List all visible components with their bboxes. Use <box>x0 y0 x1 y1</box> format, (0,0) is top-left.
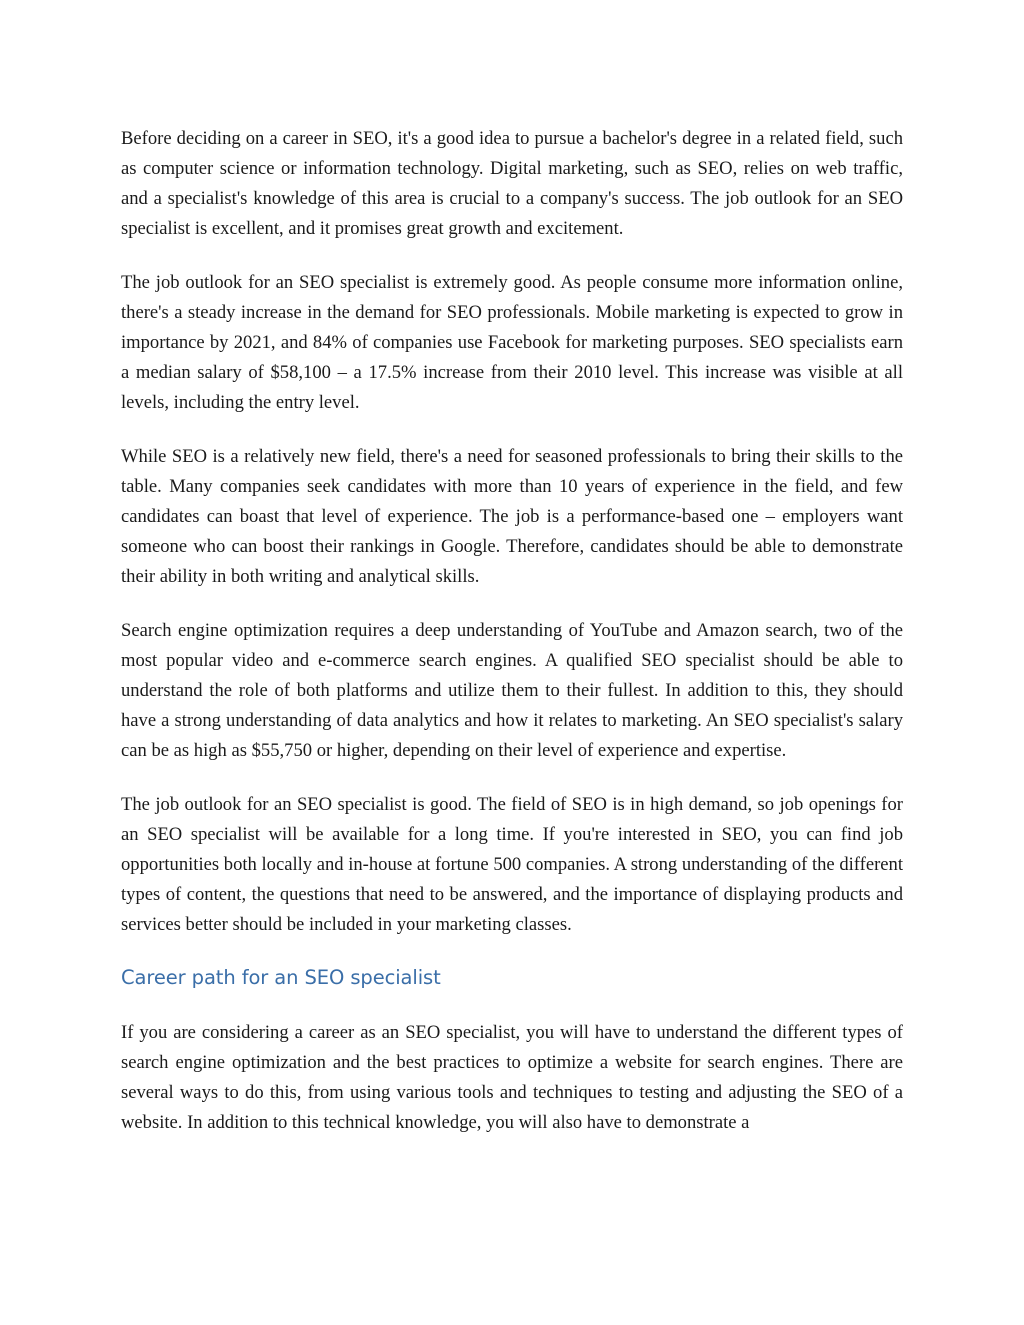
paragraph-demand: The job outlook for an SEO specialist is good. The field of SEO is in high demand, so job openings for an SEO specialist will be available for a long time. If you're interested in SEO, you can find job opportunities both locally and in-house at fortune 500 companies. A strong understanding of the different types of content, the questions that need to be answered, and the importance of displaying products and services better should be included in your marketing classes. <box>121 794 903 935</box>
paragraph-job-outlook: The job outlook for an SEO specialist is extremely good. As people consume more information online, there's a steady increase in the demand for SEO professionals. Mobile marketing is expected to grow in importance by 2021, and 84% of companies use Facebook for marketing purposes. SEO specialists earn a median salary of $58,100 – a 17.5% increase from their 2010 level. This increase was visible at all levels, including the entry level. <box>121 272 903 413</box>
paragraph-search-engines: Search engine optimization requires a deep understanding of YouTube and Amazon search, two of the most popular video and e-commerce search engines. A qualified SEO specialist should be able to understand the role of both platforms and utilize them to their fullest. In addition to this, they should have a strong understanding of data analytics and how it relates to marketing. An SEO specialist's salary can be as high as $55,750 or higher, depending on their level of experience and expertise. <box>121 620 903 761</box>
paragraph-experience: While SEO is a relatively new field, there's a need for seasoned professionals to bring their skills to the table. Many companies seek candidates with more than 10 years of experience in the field, and few candidates can boast that level of experience. The job is a performance-based one – employers want someone who can boost their rankings in Google. Therefore, candidates should be able to demonstrate their ability in both writing and analytical skills. <box>121 446 903 587</box>
section-heading: Career path for an SEO specialist <box>121 966 441 989</box>
document-page <box>121 124 903 1138</box>
paragraph-career-path: If you are considering a career as an SEO specialist, you will have to understand the different types of search engine optimization and the best practices to optimize a website for search engines. There are several ways to do this, from using various tools and techniques to testing and adjusting the SEO of a website. In addition to this technical knowledge, you will also have to demonstrate a <box>121 1022 903 1133</box>
paragraph-education: Before deciding on a career in SEO, it's a good idea to pursue a bachelor's degree in a related field, such as computer science or information technology. Digital marketing, such as SEO, relies on web traffic, and a specialist's knowledge of this area is crucial to a company's success. The job outlook for an SEO specialist is excellent, and it promises great growth and excitement. <box>121 128 903 239</box>
